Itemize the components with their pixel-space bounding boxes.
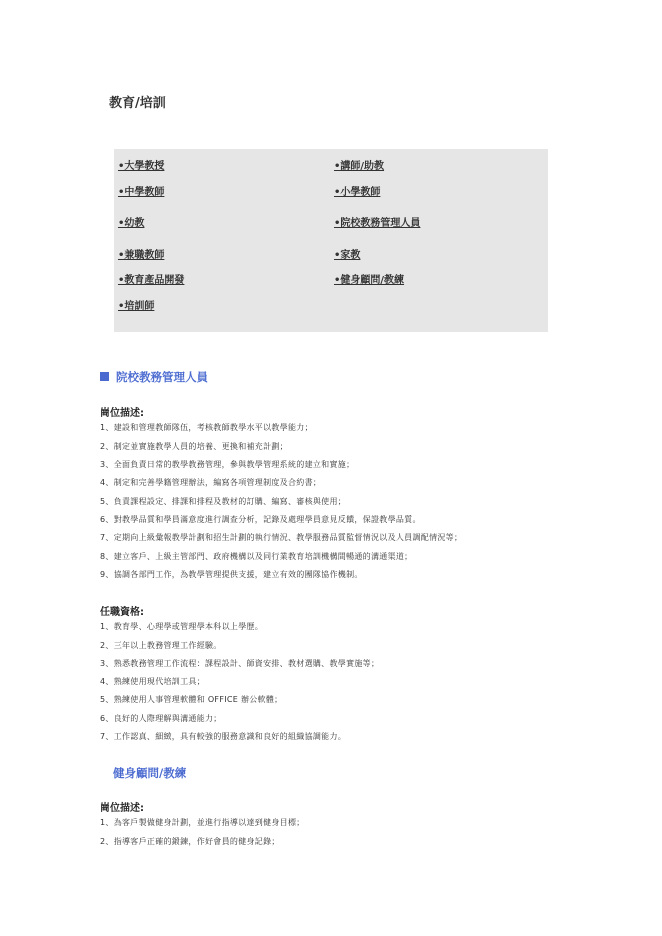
requirement-item: 3、熟悉教務管理工作流程：課程設計、師資安排、教材選購、教學實施等； — [100, 659, 380, 668]
requirements-label: 任職資格: — [100, 607, 144, 618]
category-link-trainer[interactable]: •培訓師 — [118, 301, 155, 312]
requirement-item: 1、教育學、心理學或管理學本科以上學歷。 — [100, 622, 264, 631]
section-heading-text: 健身顧問/教練 — [113, 766, 187, 780]
category-link-preschool[interactable]: •幼教 — [118, 218, 145, 229]
page-title: 教育/培訓 — [109, 96, 166, 111]
category-link-lecturer-assistant[interactable]: •講師/助教 — [334, 161, 385, 172]
duty-item: 9、協調各部門工作，為教學管理提供支援，建立有效的團隊協作機制。 — [100, 570, 363, 579]
duty-item: 1、為客戶製做健身計劃，並進行指導以達到健身目標； — [100, 818, 305, 827]
duty-item: 2、指導客戶正確的鍛鍊，作好會員的健身記錄； — [100, 837, 280, 846]
duty-item: 1、建設和管理教師隊伍，考核教師教學水平以教學能力； — [100, 423, 313, 432]
duty-item: 3、全面負責日常的教學教務管理，參與教學管理系統的建立和實施； — [100, 460, 355, 469]
category-link-education-product[interactable]: •教育產品開發 — [118, 275, 185, 286]
category-link-tutor[interactable]: •家教 — [334, 250, 361, 261]
duties-label: 崗位描述: — [100, 408, 144, 419]
category-link-secondary-teacher[interactable]: •中學教師 — [118, 187, 165, 198]
duty-item: 8、建立客戶、上級主管部門、政府機構以及同行業教育培訓機構間暢通的溝通渠道； — [100, 552, 413, 561]
square-bullet-icon — [100, 372, 109, 381]
requirement-item: 7、工作認真、細緻，具有較強的服務意識和良好的組織協調能力。 — [100, 732, 347, 741]
requirement-item: 6、良好的人際理解與溝通能力； — [100, 714, 222, 723]
section-heading-academic-affairs — [100, 369, 208, 385]
category-link-university-professor[interactable]: •大學教授 — [118, 161, 165, 172]
requirement-item: 5、熟練使用人事管理軟體和 OFFICE 辦公軟體； — [100, 695, 283, 704]
category-link-academic-affairs[interactable]: •院校教務管理人員 — [334, 218, 421, 229]
category-link-primary-teacher[interactable]: •小學教師 — [334, 187, 381, 198]
category-link-fitness-coach[interactable]: •健身顧問/教練 — [334, 275, 405, 286]
section-heading-text: 院校教務管理人員 — [116, 370, 208, 384]
duty-item: 6、對教學品質和學員滿意度進行調查分析，記錄及處理學員意見反饋，保證教學品質。 — [100, 515, 421, 524]
duty-item: 7、定期向上級彙報教學計劃和招生計劃的執行情況、教學服務品質監督情況以及人員調配情況等； — [100, 533, 463, 542]
duty-item: 4、制定和完善學籍管理辦法，編寫各項管理制度及合約書； — [100, 478, 322, 487]
category-box — [114, 149, 548, 332]
requirement-item: 2、三年以上教務管理工作經驗。 — [100, 641, 222, 650]
duty-item: 5、負責課程設定、排課和排程及教材的訂購、編寫、審核與使用； — [100, 497, 347, 506]
category-link-part-time-teacher[interactable]: •兼職教師 — [118, 250, 165, 261]
duty-item: 2、制定並實施教學人員的培養、更換和補充計劃； — [100, 442, 288, 451]
requirement-item: 4、熟練使用現代培訓工具； — [100, 677, 205, 686]
duties-label: 崗位描述: — [100, 803, 144, 814]
section-heading-fitness-coach — [113, 765, 186, 781]
